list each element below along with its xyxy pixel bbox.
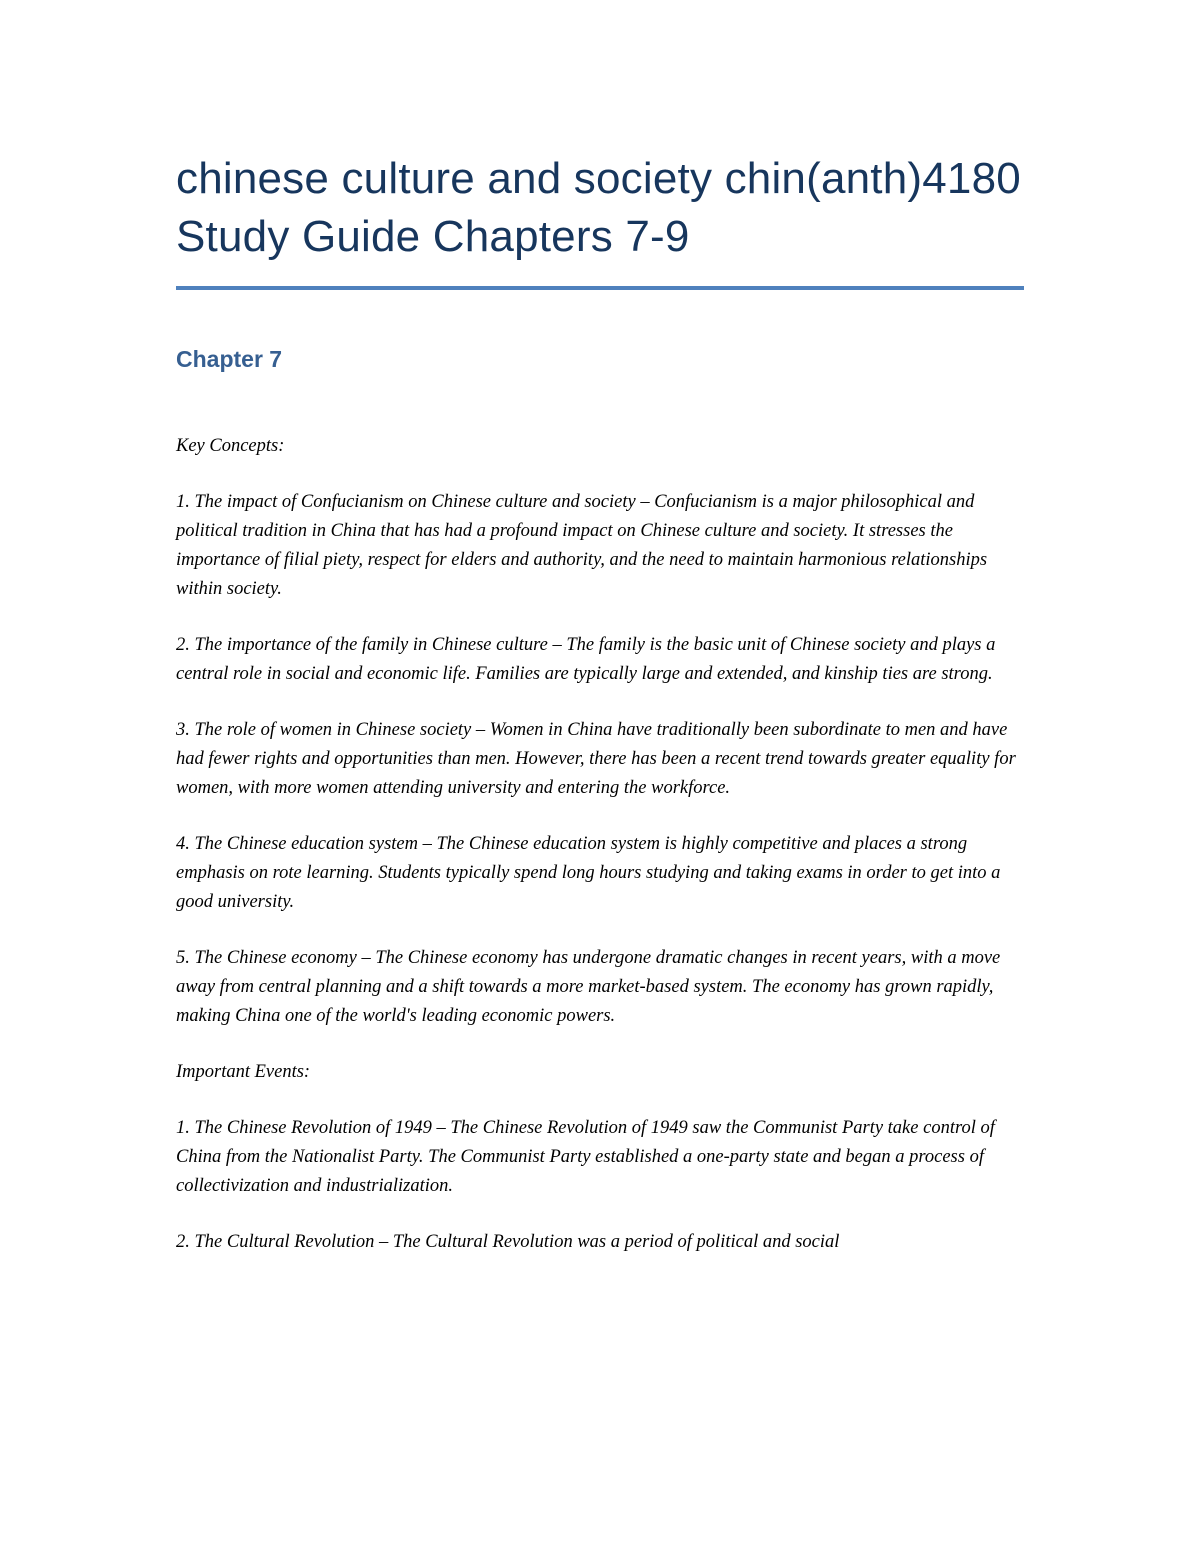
key-concept-item: 1. The impact of Confucianism on Chinese culture and society – Confucianism is a major philosophical and political tradition in China that has had a profound impact on Chinese culture and society. It stresses the importance of filial piety, respect for elders and authority, and the need to maintain harmonious relationships within society. — [176, 492, 988, 599]
page-content — [176, 150, 1024, 1257]
chapter-heading: Chapter 7 — [176, 346, 283, 372]
important-event-item: 2. The Cultural Revolution – The Cultural Revolution was a period of political and social — [176, 1232, 840, 1252]
key-concept-item: 4. The Chinese education system – The Chinese education system is highly competitive and places a strong emphasis on rote learning. Students typically spend long hours studying and taking exams in order to get into a good university. — [176, 834, 1001, 912]
key-concepts-label: Key Concepts: — [176, 436, 285, 456]
title-divider — [176, 286, 1024, 290]
key-concept-item: 2. The importance of the family in Chinese culture – The family is the basic unit of Chinese society and plays a central role in social and economic life. Families are typically large and extended, and kinship ties are strong. — [176, 635, 996, 684]
important-event-item: 1. The Chinese Revolution of 1949 – The Chinese Revolution of 1949 saw the Communist Party take control of China from the Nationalist Party. The Communist Party established a one-party state and began a process of collectivization and industrialization. — [176, 1118, 995, 1196]
document-title: chinese culture and society chin(anth)4180 Study Guide Chapters 7-9 — [176, 154, 1021, 261]
key-concept-item: 3. The role of women in Chinese society – Women in China have traditionally been subordinate to men and have had fewer rights and opportunities than men. However, there has been a recent trend towards greater equality for women, with more women attending university and entering the workforce. — [176, 720, 1016, 798]
important-events-label: Important Events: — [176, 1062, 311, 1082]
key-concept-item: 5. The Chinese economy – The Chinese economy has undergone dramatic changes in recent years, with a move away from central planning and a shift towards a more market-based system. The economy has grown rapidly, making China one of the world's leading economic powers. — [176, 948, 1001, 1026]
